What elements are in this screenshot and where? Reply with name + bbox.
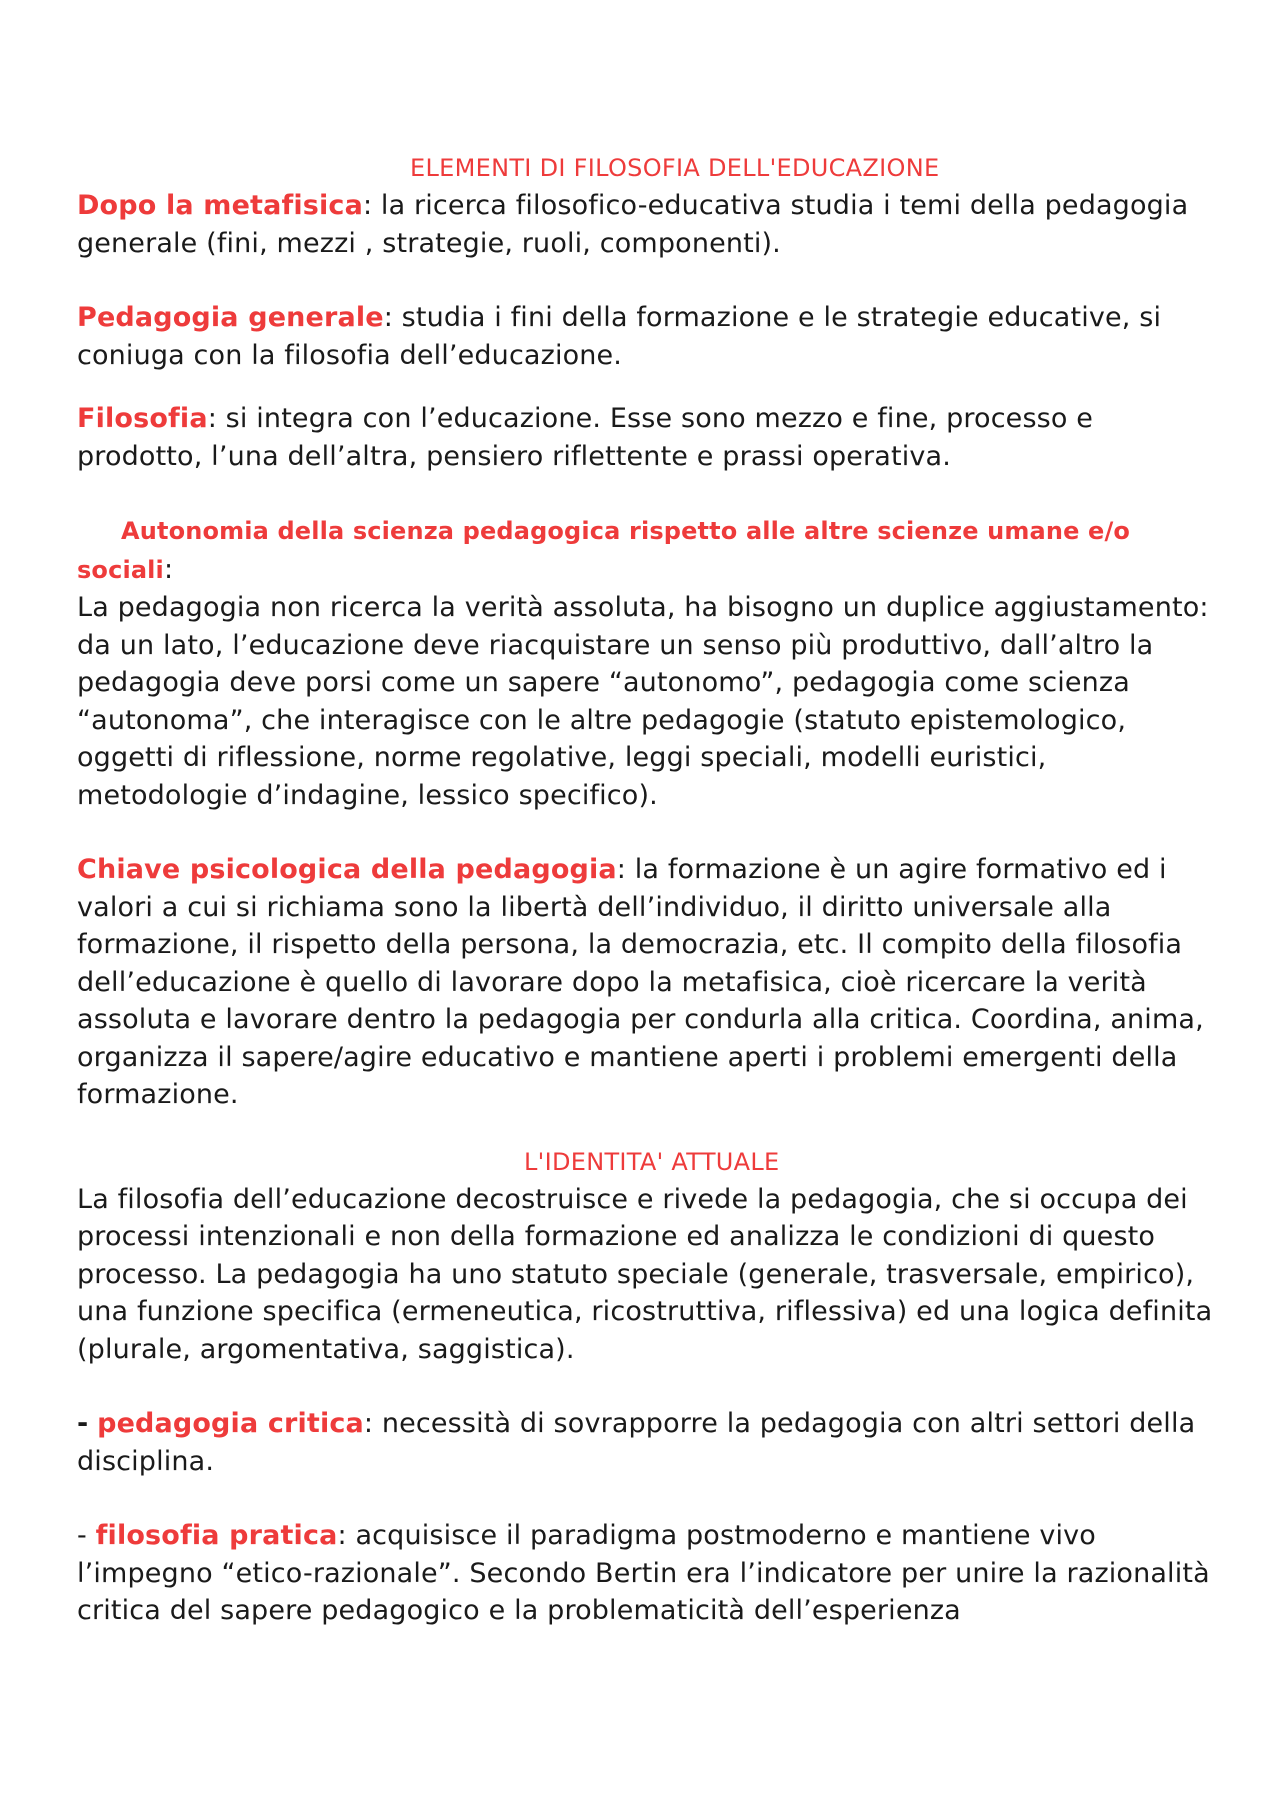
- term-autonomia: Autonomia della scienza pedagogica rispetto alle altre scienze umane e/o sociali: [77, 517, 1131, 584]
- dash-filosofia-pratica: -: [77, 1520, 87, 1551]
- section-title-identita: L'IDENTITA' ATTUALE: [524, 1147, 780, 1176]
- paragraph-autonomia-body: La pedagogia non ricerca la verità assoluta, ha bisogno un duplice aggiustamento: da un lato, l’educazione deve riacquistare un senso più produttivo, dall’altro la pedagogia deve porsi come un sapere “autonomo”, pedagogia come scienza “autonoma”, che interagisce con le altre pedagogie (statuto epistemologico, oggetti di riflessione, norme regolative, leggi speciali, modelli euristici, metodologie d’indagine, lessico specifico).: [77, 592, 1209, 811]
- document-title: ELEMENTI DI FILOSOFIA DELL'EDUCAZIONE: [410, 154, 940, 182]
- term-filosofia: Filosofia: [77, 403, 208, 434]
- text-dopo-metafisica: : la ricerca filosofico-educativa studia i temi della pedagogia generale (fini, mezzi , strategie, ruoli, componenti).: [77, 190, 1189, 259]
- term-dopo-metafisica: Dopo la metafisica: [77, 190, 363, 221]
- text-filosofia-pratica: : acquisisce il paradigma postmoderno e mantiene vivo l’impegno “etico-razionale”. Secondo Bertin era l’indicatore per unire la razionalità critica del sapere pedagogico e la problematicità dell’esperienza: [77, 1520, 1210, 1626]
- text-pedagogia-generale: : studia i fini della formazione e le strategie educative, si coniuga con la filosofia dell’educazione.: [77, 302, 1162, 371]
- paragraph-autonomia-heading: [77, 512, 1220, 589]
- term-pedagogia-generale: Pedagogia generale: [77, 302, 384, 333]
- paragraph-identita: La filosofia dell’educazione decostruisce e rivede la pedagogia, che si occupa dei processi intenzionali e non della formazione ed analizza le condizioni di questo processo. La pedagogia ha uno statuto speciale (generale, trasversale, empirico), una funzione specifica (ermeneutica, ricostruttiva, riflessiva) ed una logica definita (plurale, argomentativa, saggistica).: [77, 1183, 1213, 1365]
- paragraph-filosofia: [77, 400, 1220, 475]
- paragraph-filosofia-pratica: [77, 1517, 1220, 1630]
- text-pedagogia-critica: : necessità di sovrapporre la pedagogia con altri settori della disciplina.: [77, 1408, 1196, 1477]
- paragraph-dopo-metafisica: [77, 187, 1220, 262]
- text-chiave-psicologica: : la formazione è un agire formativo ed i valori a cui si richiama sono la libertà dell’individuo, il diritto universale alla formazione, il rispetto della persona, la democrazia, etc. Il compito della filosofia dell’educazione è quello di lavorare dopo la metafisica, cioè ricercare la verità assoluta e lavorare dentro la pedagogia per condurla alla critica. Coordina, anima, organizza il sapere/agire educativo e mantiene aperti i problemi emergenti della formazione.: [77, 854, 1204, 1110]
- paragraph-pedagogia-generale: [77, 299, 1220, 374]
- term-filosofia-pratica: filosofia pratica: [95, 1520, 338, 1551]
- dash-pedagogia-critica: -: [77, 1408, 89, 1439]
- text-autonomia-colon: :: [163, 553, 174, 585]
- paragraph-chiave-psicologica: [77, 851, 1220, 1114]
- paragraph-pedagogia-critica: [77, 1405, 1220, 1480]
- term-chiave-psicologica: Chiave psicologica della pedagogia: [77, 854, 617, 885]
- text-filosofia: : si integra con l’educazione. Esse sono mezzo e fine, processo e prodotto, l’una dell’altra, pensiero riflettente e prassi operativa.: [77, 403, 1094, 472]
- term-pedagogia-critica: pedagogia critica: [97, 1408, 364, 1439]
